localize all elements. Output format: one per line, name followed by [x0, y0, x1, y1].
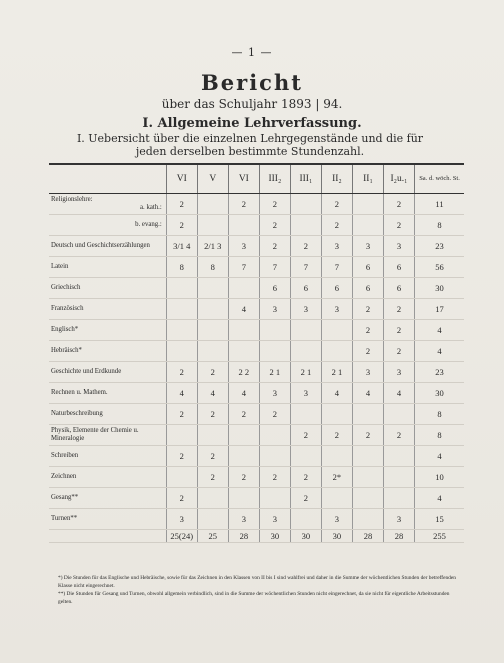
page-number: — 1 —	[231, 46, 273, 59]
section-title: I. Allgemeine Lehrverfassung.	[142, 116, 362, 131]
subject-cell	[49, 299, 166, 320]
table-row	[49, 362, 464, 383]
hours-cell: 3	[383, 362, 414, 383]
hours-cell: 3/1 4	[166, 236, 197, 257]
hours-cell: 3	[259, 299, 290, 320]
subject-label: Deutsch und Geschichtserzählungen	[51, 242, 150, 249]
total-cell: 28	[228, 530, 259, 543]
hours-cell: 2 2	[228, 362, 259, 383]
hours-cell: 3	[259, 383, 290, 404]
hours-cell	[290, 404, 321, 425]
hours-cell: 2	[290, 467, 321, 488]
hours-cell	[166, 299, 197, 320]
hours-cell: 7	[290, 257, 321, 278]
hours-cell: 7	[228, 257, 259, 278]
hours-cell: 2 1	[290, 362, 321, 383]
table-row	[49, 446, 464, 467]
hours-cell: 2	[383, 215, 414, 236]
subject-cell	[49, 509, 166, 530]
header-class: III₁	[290, 164, 321, 194]
hours-cell: 2	[166, 404, 197, 425]
hours-cell: 2	[197, 404, 228, 425]
hours-cell	[352, 194, 383, 215]
hours-cell: 3	[166, 509, 197, 530]
subject-cell	[49, 278, 166, 299]
hours-cell	[197, 509, 228, 530]
hours-cell	[290, 446, 321, 467]
subject-cell	[49, 404, 166, 425]
total-cell: 28	[383, 530, 414, 543]
header-class: I₂u.₁	[383, 164, 414, 194]
hours-cell	[228, 488, 259, 509]
hours-cell: 2	[166, 215, 197, 236]
hours-cell: 4	[352, 383, 383, 404]
hours-cell: 4	[321, 383, 352, 404]
table-row	[49, 425, 464, 446]
hours-cell: 4	[166, 383, 197, 404]
total-cell: 30	[290, 530, 321, 543]
totals-row	[49, 530, 464, 543]
hours-cell: 6	[259, 278, 290, 299]
hours-cell	[321, 404, 352, 425]
table-row	[49, 299, 464, 320]
subject-cell	[49, 467, 166, 488]
footnote: *) Die Stunden für das Englische und Hebräische, sowie für das Zeichnen in den Klassen von II bis I sind wahlfrei und daher in die Summe der wöchentlichen Stunden der betreffenden Klasse nicht eingerechnet.	[58, 575, 456, 589]
row-sum-cell: 8	[415, 425, 465, 446]
hours-cell: 2	[383, 341, 414, 362]
row-sum-cell: 4	[415, 341, 465, 362]
hours-cell: 2/1 3	[197, 236, 228, 257]
hours-cell	[228, 215, 259, 236]
subject-label: Griechisch	[51, 284, 81, 291]
row-sum-cell: 4	[415, 488, 465, 509]
hours-cell	[197, 320, 228, 341]
hours-cell	[290, 320, 321, 341]
hours-cell: 2	[352, 299, 383, 320]
hours-cell: 6	[290, 278, 321, 299]
hours-cell: 2	[290, 488, 321, 509]
subject-label: Turnen**	[51, 515, 78, 522]
hours-cell: 3	[228, 509, 259, 530]
hours-cell: 6	[352, 257, 383, 278]
subject-cell	[49, 383, 166, 404]
hours-cell: 2	[290, 425, 321, 446]
table-row	[49, 194, 464, 215]
total-cell: 30	[259, 530, 290, 543]
hours-cell: 2	[321, 194, 352, 215]
hours-cell: 2	[166, 362, 197, 383]
hours-cell	[166, 278, 197, 299]
hours-cell	[321, 488, 352, 509]
hours-cell: 2	[321, 215, 352, 236]
hours-cell	[228, 320, 259, 341]
row-sum-cell: 8	[415, 404, 465, 425]
hours-cell	[321, 341, 352, 362]
hours-cell: 2	[259, 215, 290, 236]
hours-cell: 6	[383, 257, 414, 278]
row-sum-cell: 23	[415, 362, 465, 383]
table-row	[49, 404, 464, 425]
total-cell: 25	[197, 530, 228, 543]
table-row	[49, 257, 464, 278]
hours-cell	[383, 404, 414, 425]
subject-label: Physik, Elemente der Chemie u. Mineralogie	[51, 427, 139, 442]
subject-sublabel: a. kath.:	[140, 204, 162, 211]
table-row	[49, 341, 464, 362]
subject-cell	[49, 341, 166, 362]
hours-cell: 2*	[321, 467, 352, 488]
subject-label: Schreiben	[51, 452, 79, 459]
hours-cell: 2	[383, 320, 414, 341]
hours-cell: 6	[321, 278, 352, 299]
subject-label: Religionslehre:	[51, 196, 93, 203]
table-header-row	[49, 164, 464, 194]
total-cell: 28	[352, 530, 383, 543]
row-sum-cell: 30	[415, 383, 465, 404]
hours-cell	[352, 509, 383, 530]
row-sum-cell: 11	[415, 194, 465, 215]
hours-cell: 4	[197, 383, 228, 404]
subject-cell	[49, 236, 166, 257]
hours-cell	[352, 467, 383, 488]
hours-cell: 2	[383, 299, 414, 320]
table-row	[49, 467, 464, 488]
subject-label: Hebräisch*	[51, 347, 82, 354]
hours-cell	[259, 320, 290, 341]
header-class: III₂	[259, 164, 290, 194]
hours-cell: 2	[352, 320, 383, 341]
subject-sublabel: b. evang.:	[135, 221, 162, 228]
hours-cell	[259, 446, 290, 467]
hours-cell: 7	[321, 257, 352, 278]
hours-cell: 3	[259, 509, 290, 530]
hours-cell: 3	[352, 236, 383, 257]
hours-cell	[352, 446, 383, 467]
intro-text: I. Uebersicht über die einzelnen Lehrgegenstände und die für jeden derselben bestimmte Stundenzahl.	[76, 132, 424, 158]
hours-cell	[197, 215, 228, 236]
hours-cell	[166, 341, 197, 362]
row-sum-cell: 10	[415, 467, 465, 488]
hours-cell: 2	[259, 467, 290, 488]
table-row	[49, 236, 464, 257]
table-row	[49, 215, 464, 236]
hours-cell: 2	[166, 194, 197, 215]
row-sum-cell: 30	[415, 278, 465, 299]
subject-cell	[49, 425, 166, 446]
hours-cell	[228, 425, 259, 446]
header-sum: Sa. d. wöch. St.	[415, 164, 465, 194]
hours-cell	[197, 341, 228, 362]
hours-cell	[166, 467, 197, 488]
hours-cell: 2	[228, 404, 259, 425]
row-sum-cell: 4	[415, 446, 465, 467]
hours-cell	[321, 320, 352, 341]
hours-cell: 3	[321, 509, 352, 530]
table-row	[49, 278, 464, 299]
hours-cell: 4	[383, 383, 414, 404]
total-cell: 25(24)	[166, 530, 197, 543]
hours-cell: 3	[321, 236, 352, 257]
subject-label: Zeichnen	[51, 473, 77, 480]
table-row	[49, 509, 464, 530]
page-title: Bericht	[201, 70, 303, 95]
header-class: V	[197, 164, 228, 194]
hours-cell	[321, 446, 352, 467]
hours-cell	[383, 488, 414, 509]
hours-cell	[228, 341, 259, 362]
table-row	[49, 488, 464, 509]
subject-label: Geschichte und Erdkunde	[51, 368, 122, 375]
hours-cell: 2	[290, 236, 321, 257]
hours-cell: 6	[352, 278, 383, 299]
subject-cell	[49, 362, 166, 383]
hours-cell: 2	[383, 194, 414, 215]
hours-cell: 2	[352, 425, 383, 446]
hours-cell	[383, 446, 414, 467]
hours-cell: 2 1	[321, 362, 352, 383]
header-class: VI	[166, 164, 197, 194]
hours-cell: 3	[290, 383, 321, 404]
hours-cell: 3	[383, 236, 414, 257]
table-row	[49, 320, 464, 341]
hours-cell: 4	[228, 383, 259, 404]
total-cell: 255	[415, 530, 465, 543]
subject-label: Französisch	[51, 305, 84, 312]
hours-cell	[197, 488, 228, 509]
hours-cell: 3	[228, 236, 259, 257]
hours-cell	[259, 488, 290, 509]
hours-cell	[166, 425, 197, 446]
hours-cell	[197, 299, 228, 320]
hours-cell: 2	[166, 488, 197, 509]
footnotes	[58, 574, 458, 606]
subject-cell	[49, 320, 166, 341]
hours-cell: 2	[166, 446, 197, 467]
header-class: II₁	[352, 164, 383, 194]
hours-cell: 2	[259, 236, 290, 257]
hours-cell: 8	[197, 257, 228, 278]
hours-cell: 2	[383, 425, 414, 446]
hours-cell: 2	[197, 362, 228, 383]
hours-cell: 7	[259, 257, 290, 278]
row-sum-cell: 23	[415, 236, 465, 257]
hours-cell	[197, 425, 228, 446]
subject-cell	[49, 446, 166, 467]
hours-cell: 2	[321, 425, 352, 446]
hours-cell: 2 1	[259, 362, 290, 383]
hours-cell	[197, 278, 228, 299]
hours-cell	[228, 446, 259, 467]
hours-cell: 3	[352, 362, 383, 383]
hours-cell: 6	[383, 278, 414, 299]
hours-cell	[352, 215, 383, 236]
subject-label: Gesang**	[51, 494, 79, 501]
footnote: **) Die Stunden für Gesang und Turnen, obwohl allgemein verbindlich, sind in die Summe der wöchentlichen Stunden nicht eingerechnet, da sie nicht für eigentliche Arbeitsstunden gelten.	[58, 591, 450, 605]
row-sum-cell: 4	[415, 320, 465, 341]
total-cell: 30	[321, 530, 352, 543]
hours-cell	[383, 467, 414, 488]
hours-cell: 8	[166, 257, 197, 278]
subject-cell	[49, 257, 166, 278]
lesson-hours-table	[49, 163, 464, 543]
hours-cell	[352, 488, 383, 509]
row-sum-cell: 56	[415, 257, 465, 278]
hours-cell	[259, 341, 290, 362]
hours-cell: 2	[197, 467, 228, 488]
hours-cell	[197, 194, 228, 215]
subject-label: Latein	[51, 263, 69, 270]
hours-cell: 3	[321, 299, 352, 320]
hours-cell: 3	[290, 299, 321, 320]
subject-label: Naturbeschreibung	[51, 410, 103, 417]
header-class: II₂	[321, 164, 352, 194]
hours-cell: 2	[259, 194, 290, 215]
subject-cell	[49, 194, 166, 215]
hours-cell	[228, 278, 259, 299]
page-subtitle: über das Schuljahr 1893 | 94.	[161, 97, 343, 111]
hours-cell: 2	[259, 404, 290, 425]
header-subject	[49, 164, 166, 194]
subject-label: Rechnen u. Mathem.	[51, 389, 108, 396]
table-row	[49, 383, 464, 404]
subject-cell	[49, 215, 166, 236]
subject-label: Englisch*	[51, 326, 79, 333]
hours-cell	[290, 509, 321, 530]
hours-cell: 2	[352, 341, 383, 362]
hours-cell: 4	[228, 299, 259, 320]
hours-cell	[352, 404, 383, 425]
hours-cell	[259, 425, 290, 446]
hours-cell	[166, 320, 197, 341]
hours-cell	[290, 194, 321, 215]
hours-cell	[290, 341, 321, 362]
hours-cell	[290, 215, 321, 236]
hours-cell: 2	[197, 446, 228, 467]
row-sum-cell: 17	[415, 299, 465, 320]
hours-cell: 3	[383, 509, 414, 530]
hours-cell: 2	[228, 194, 259, 215]
header-class: VI	[228, 164, 259, 194]
hours-cell: 2	[228, 467, 259, 488]
row-sum-cell: 15	[415, 509, 465, 530]
subject-cell	[49, 488, 166, 509]
row-sum-cell: 8	[415, 215, 465, 236]
